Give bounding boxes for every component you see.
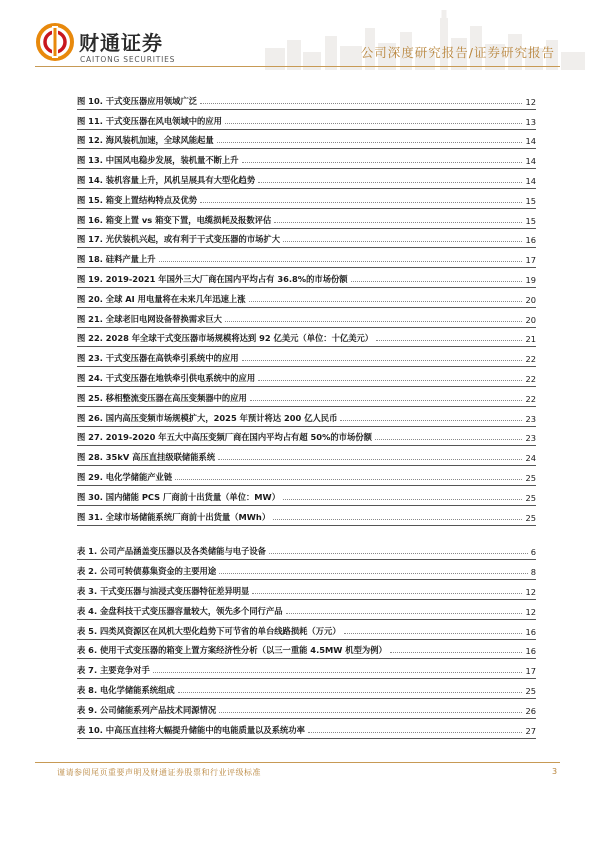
caitong-logo-icon bbox=[35, 22, 75, 62]
toc-entry-title: 图 10. 干式变压器应用领域广泛 bbox=[77, 95, 198, 106]
toc-entry-title: 表 8. 电化学储能系统组成 bbox=[77, 684, 175, 695]
toc-entry-table-10[interactable] bbox=[77, 719, 536, 739]
toc-entry-figure-26[interactable] bbox=[77, 407, 536, 427]
toc-entry-title: 表 10. 中高压直挂将大幅提升储能中的电能质量以及系统功率 bbox=[77, 724, 305, 735]
toc-entry-title: 表 1. 公司产品涵盖变压器以及各类储能与电子设备 bbox=[77, 546, 266, 557]
footer-disclaimer: 谨请参阅尾页重要声明及财通证券股票和行业评级标准 bbox=[57, 768, 261, 777]
toc-entry-page: 16 bbox=[525, 626, 536, 637]
toc-entry-page: 13 bbox=[525, 116, 536, 127]
toc-entry-page: 25 bbox=[525, 512, 536, 523]
toc-entry-figure-13[interactable] bbox=[77, 149, 536, 169]
toc-entry-table-9[interactable] bbox=[77, 699, 536, 719]
toc-entry-title: 图 16. 箱变上置 vs 箱变下置，电缆损耗及报数评估 bbox=[77, 214, 272, 225]
toc-entry-page: 8 bbox=[530, 567, 536, 578]
toc-entry-table-3[interactable] bbox=[77, 580, 536, 600]
toc-entry-figure-16[interactable] bbox=[77, 209, 536, 229]
toc-entry-page: 14 bbox=[525, 156, 536, 167]
toc-entry-page: 23 bbox=[525, 433, 536, 444]
dot-leader bbox=[252, 592, 522, 594]
toc-entry-page: 17 bbox=[525, 255, 536, 266]
toc-entry-figure-30[interactable] bbox=[77, 486, 536, 506]
dot-leader bbox=[274, 221, 522, 223]
toc-entry-title: 图 30. 国内储能 PCS 厂商前十出货量（单位：MW） bbox=[77, 491, 281, 502]
dot-leader bbox=[249, 300, 523, 302]
toc-entry-page: 15 bbox=[525, 215, 536, 226]
toc-entry-page: 25 bbox=[525, 685, 536, 696]
report-type-label: 公司深度研究报告/证券研究报告 bbox=[360, 45, 555, 60]
dot-leader bbox=[258, 181, 522, 183]
toc-entry-figure-31[interactable] bbox=[77, 506, 536, 526]
toc-entry-figure-20[interactable] bbox=[77, 288, 536, 308]
dot-leader bbox=[219, 572, 528, 574]
toc-entry-figure-19[interactable] bbox=[77, 268, 536, 288]
page-number: 3 bbox=[552, 767, 558, 776]
toc-entry-title: 表 9. 公司储能系列产品技术同源情况 bbox=[77, 704, 217, 715]
toc-entry-table-2[interactable] bbox=[77, 560, 536, 580]
toc-entry-title: 图 27. 2019-2020 年五大中高压变频厂商在国内平均占有超 50%的市场份额 bbox=[77, 432, 372, 443]
toc-entry-page: 14 bbox=[525, 175, 536, 186]
toc-entry-table-1[interactable] bbox=[77, 541, 536, 561]
toc-entry-title: 图 14. 装机容量上升，风机呈展具有大型化趋势 bbox=[77, 174, 256, 185]
toc-entry-title: 图 23. 干式变压器在高铁牵引系统中的应用 bbox=[77, 353, 239, 364]
toc-entry-table-7[interactable] bbox=[77, 659, 536, 679]
dot-leader bbox=[340, 419, 522, 421]
dot-leader bbox=[375, 438, 523, 440]
toc-entry-page: 22 bbox=[525, 373, 536, 384]
dot-leader bbox=[225, 320, 523, 322]
toc-entry-page: 25 bbox=[525, 472, 536, 483]
toc-entry-page: 19 bbox=[525, 274, 536, 285]
toc-entry-table-4[interactable] bbox=[77, 600, 536, 620]
toc-entry-page: 16 bbox=[525, 235, 536, 246]
toc-entry-figure-24[interactable] bbox=[77, 367, 536, 387]
toc-entry-title: 表 6. 使用干式变压器的箱变上置方案经济性分析（以三一重能 4.5MW 机型为例） bbox=[77, 645, 387, 656]
toc-entry-title: 图 28. 35kV 高压直挂级联储能系统 bbox=[77, 452, 216, 463]
toc-entry-title: 表 7. 主要竞争对手 bbox=[77, 665, 150, 676]
dot-leader bbox=[242, 359, 523, 361]
toc-entry-figure-14[interactable] bbox=[77, 169, 536, 189]
toc-entry-page: 24 bbox=[525, 453, 536, 464]
dot-leader bbox=[283, 498, 522, 500]
toc-entry-page: 20 bbox=[525, 294, 536, 305]
dot-leader bbox=[258, 379, 522, 381]
toc-entry-figure-29[interactable] bbox=[77, 466, 536, 486]
toc-entry-figure-21[interactable] bbox=[77, 308, 536, 328]
toc-entry-title: 图 11. 干式变压器在风电领域中的应用 bbox=[77, 115, 222, 126]
toc-entry-figure-18[interactable] bbox=[77, 248, 536, 268]
table-of-contents bbox=[77, 90, 536, 739]
toc-entry-page: 22 bbox=[525, 354, 536, 365]
toc-entry-page: 12 bbox=[525, 96, 536, 107]
toc-entry-page: 15 bbox=[525, 195, 536, 206]
dot-leader bbox=[390, 651, 523, 653]
toc-entry-figure-23[interactable] bbox=[77, 347, 536, 367]
toc-entry-table-6[interactable] bbox=[77, 640, 536, 660]
toc-entry-page: 22 bbox=[525, 393, 536, 404]
toc-entry-title: 图 21. 全球老旧电网设备替换需求巨大 bbox=[77, 313, 222, 324]
dot-leader bbox=[286, 612, 523, 614]
dot-leader bbox=[308, 731, 523, 733]
toc-entry-title: 图 18. 硅料产量上升 bbox=[77, 254, 156, 265]
dot-leader bbox=[175, 478, 522, 480]
dot-leader bbox=[200, 201, 522, 203]
toc-entry-page: 17 bbox=[525, 666, 536, 677]
toc-entry-table-5[interactable] bbox=[77, 620, 536, 640]
toc-entry-figure-12[interactable] bbox=[77, 130, 536, 150]
dot-leader bbox=[159, 260, 523, 262]
toc-entry-page: 27 bbox=[525, 725, 536, 736]
dot-leader bbox=[269, 552, 528, 554]
toc-entry-page: 25 bbox=[525, 492, 536, 503]
dot-leader bbox=[351, 280, 523, 282]
toc-entry-figure-11[interactable] bbox=[77, 110, 536, 130]
dot-leader bbox=[178, 691, 523, 693]
logo-chinese-name: 财通证券 bbox=[79, 31, 163, 55]
toc-entry-title: 图 26. 国内高压变频市场规模扩大，2025 年预计将达 200 亿人民币 bbox=[77, 412, 338, 423]
toc-entry-title: 图 17. 光伏装机兴起，或有利于干式变压器的市场扩大 bbox=[77, 234, 281, 245]
dot-leader bbox=[283, 240, 522, 242]
toc-entry-page: 14 bbox=[525, 136, 536, 147]
toc-entry-title: 图 22. 2028 年全球干式变压器市场规模将达到 92 亿美元（单位：十亿美元） bbox=[77, 333, 374, 344]
toc-entry-title: 表 2. 公司可转债募集资金的主要用途 bbox=[77, 566, 217, 577]
dot-leader bbox=[217, 141, 523, 143]
dot-leader bbox=[200, 102, 522, 104]
footer-divider bbox=[35, 762, 560, 763]
logo-english-name: CAITONG SECURITIES bbox=[80, 55, 176, 64]
toc-entry-title: 表 3. 干式变压器与油浸式变压器特征差异明显 bbox=[77, 585, 250, 596]
toc-entry-title: 图 24. 干式变压器在地铁牵引供电系统中的应用 bbox=[77, 372, 256, 383]
dot-leader bbox=[218, 458, 522, 460]
toc-entry-figure-17[interactable] bbox=[77, 229, 536, 249]
page-header bbox=[0, 0, 595, 86]
toc-entry-title: 表 5. 四类风资源区在风机大型化趋势下可节省的单台线路损耗（万元） bbox=[77, 625, 341, 636]
toc-entry-page: 16 bbox=[525, 646, 536, 657]
toc-entry-title: 图 12. 海风装机加速，全球风能起量 bbox=[77, 135, 214, 146]
dot-leader bbox=[242, 161, 523, 163]
dot-leader bbox=[376, 339, 522, 341]
toc-entry-figure-27[interactable] bbox=[77, 427, 536, 447]
header-divider bbox=[35, 66, 560, 67]
toc-entry-page: 12 bbox=[525, 586, 536, 597]
toc-entry-title: 图 20. 全球 AI 用电量将在未来几年迅速上涨 bbox=[77, 293, 246, 304]
toc-entry-page: 12 bbox=[525, 606, 536, 617]
toc-entry-page: 26 bbox=[525, 705, 536, 716]
toc-entry-title: 图 29. 电化学储能产业链 bbox=[77, 471, 173, 482]
table-list bbox=[77, 541, 536, 739]
city-skyline-watermark bbox=[265, 10, 585, 70]
toc-entry-figure-25[interactable] bbox=[77, 387, 536, 407]
dot-leader bbox=[273, 518, 522, 520]
figure-list bbox=[77, 90, 536, 526]
dot-leader bbox=[250, 399, 523, 401]
toc-entry-title: 图 25. 移相整流变压器在高压变频器中的应用 bbox=[77, 392, 247, 403]
toc-entry-figure-28[interactable] bbox=[77, 446, 536, 466]
toc-entry-page: 6 bbox=[530, 547, 536, 558]
toc-entry-title: 图 19. 2019-2021 年国外三大厂商在国内平均占有 36.8%的市场份额 bbox=[77, 273, 348, 284]
dot-leader bbox=[344, 632, 523, 634]
dot-leader bbox=[225, 122, 523, 124]
toc-entry-title: 图 13. 中国风电稳步发展，装机量不断上升 bbox=[77, 155, 239, 166]
dot-leader bbox=[153, 671, 523, 673]
toc-entry-page: 20 bbox=[525, 314, 536, 325]
toc-entry-title: 表 4. 金盘科技干式变压器容量较大，领先多个同行产品 bbox=[77, 605, 283, 616]
toc-entry-figure-15[interactable] bbox=[77, 189, 536, 209]
toc-entry-figure-22[interactable] bbox=[77, 328, 536, 348]
toc-entry-page: 23 bbox=[525, 413, 536, 424]
toc-entry-title: 图 15. 箱变上置结构特点及优势 bbox=[77, 194, 198, 205]
toc-entry-title: 图 31. 全球市场储能系统厂商前十出货量（MWh） bbox=[77, 511, 271, 522]
dot-leader bbox=[219, 711, 522, 713]
toc-entry-table-8[interactable] bbox=[77, 679, 536, 699]
toc-entry-page: 21 bbox=[525, 334, 536, 345]
toc-entry-figure-10[interactable] bbox=[77, 90, 536, 110]
